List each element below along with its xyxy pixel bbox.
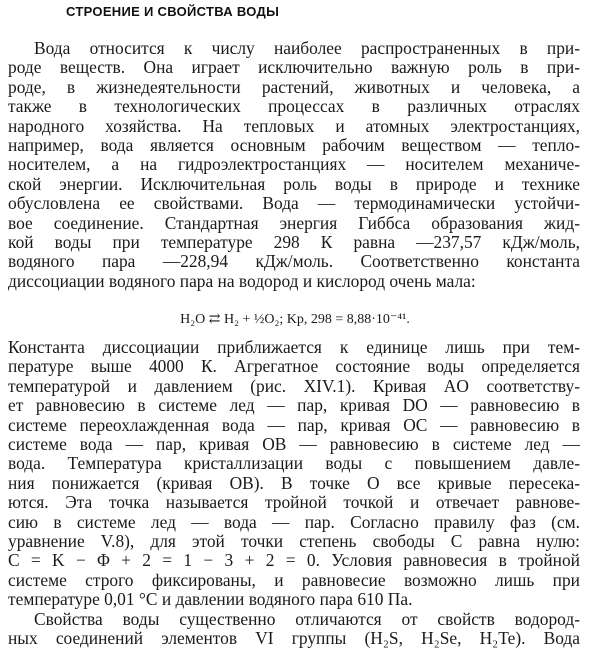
text-line: температурой и давлением (рис. XIV.1). Кривая AO соответству- — [8, 375, 580, 396]
text-line: носителем, а на гидроэлектростанциях — носителем механиче- — [8, 154, 580, 175]
text-line: народного хозяйства. На тепловых и атомных электростанциях, — [8, 115, 580, 136]
paragraph-2 — [8, 338, 580, 609]
text-line: системе переохлажденная вода — пар, кривая OC — равновесию в — [8, 414, 580, 435]
dissociation-equation: H₂O ⇄ H₂ + ½O₂; Kp, 298 = 8,88·10⁻⁴¹. — [180, 312, 410, 327]
text-line: диссоциации водяного пара на водород и кислород очень мала: — [8, 270, 476, 291]
text-line: уравнение V.8), для этой точки степень свободы C равна нулю: — [8, 530, 580, 551]
text-line: пературе выше 4000 К. Агрегатное состояние воды определяется — [8, 356, 580, 377]
text-line: например, вода является основным рабочим веществом — тепло- — [8, 134, 580, 155]
text-line: сию в системе лед — вода — пар. Согласно правилу фаз (см. — [8, 511, 580, 532]
text-line: Свойства воды существенно отличаются от свойств водород- — [34, 609, 580, 629]
text-line: роде, в жизнедеятельности растений, животных и человека, а — [8, 76, 580, 97]
text-line: также в технологических процессах в различных отраслях — [8, 96, 580, 117]
text-line: системе строго фиксированы, и равновесие возможно лишь при — [8, 569, 580, 590]
text-line: ской энергии. Исключительная роль воды в природе и технике — [8, 173, 580, 194]
text-line: ет равновесию в системе лед — пар, кривая DO — равновесию в — [8, 395, 580, 416]
text-line: C = K − Φ + 2 = 1 − 3 + 2 = 0. Условия равновесия в тройной — [8, 550, 580, 571]
text-line: Константа диссоциации приближается к единице лишь при тем- — [8, 337, 580, 357]
text-line: водяного пара —228,94 кДж/моль. Соответственно константа — [8, 251, 580, 272]
section-heading: СТРОЕНИЕ И СВОЙСТВА ВОДЫ — [66, 4, 280, 19]
text-line: температуре 0,01 °C и давлении водяного пара 610 Па. — [8, 589, 413, 610]
paragraph-1 — [8, 39, 580, 291]
text-line: ных соединений элементов VI группы (H₂S, H₂Se, H₂Te). Вода — [8, 628, 580, 649]
paragraph-3 — [8, 610, 580, 649]
text-line: системе вода — пар, кривая OB — равновесию в системе лед — — [8, 433, 580, 454]
text-line: ния понижается (кривая OB). В точке O все кривые пересека- — [8, 472, 580, 493]
text-line: ются. Эта точка называется тройной точкой и отвечает равнове- — [8, 492, 580, 513]
text-line: вода. Температура кристаллизации воды с повышением давле- — [8, 453, 580, 474]
text-line: Вода относится к числу наиболее распространенных в при- — [34, 38, 580, 58]
text-line: роде веществ. Она играет исключительно важную роль в при- — [8, 57, 580, 78]
text-line: кой воды при температуре 298 К равна —237,57 кДж/моль, — [8, 231, 580, 252]
text-line: вое соединение. Стандартная энергия Гиббса образования жид- — [8, 212, 580, 233]
text-line: обусловлена ее свойствами. Вода — термодинамически устойчи- — [8, 193, 580, 214]
